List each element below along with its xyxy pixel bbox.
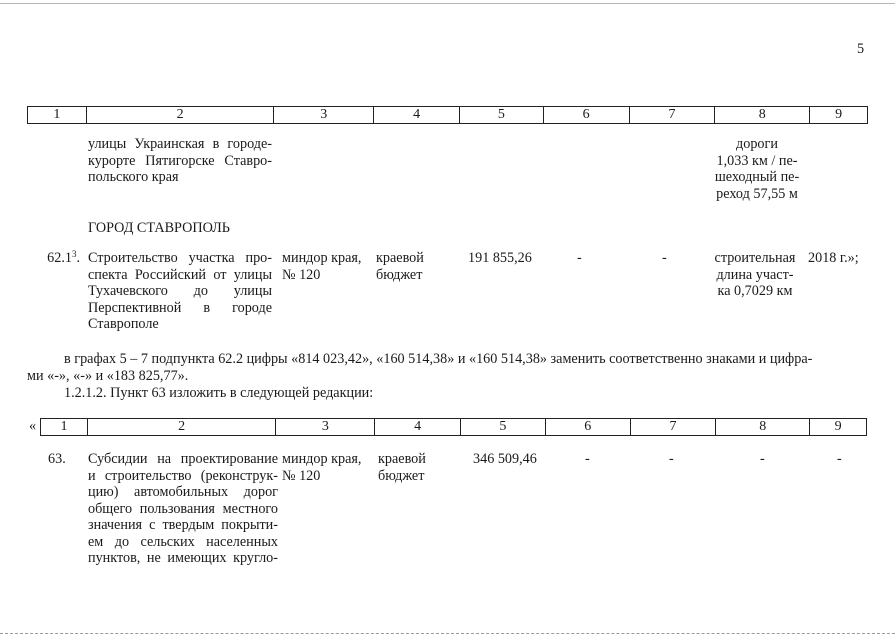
- column-header-8: 8: [716, 419, 810, 435]
- column-header-5: 5: [460, 107, 544, 123]
- row-63-amount: 346 509,46: [473, 451, 537, 467]
- column-header-2: 2: [87, 107, 275, 123]
- column-header-3: 3: [276, 419, 375, 435]
- continuation-col2: улицы Украинская в городе- курорте Пятигорске Ставро- польского края: [88, 136, 272, 185]
- row-number: 62.1$^3$.: [47, 249, 80, 266]
- section-heading: ГОРОД СТАВРОПОЛЬ: [88, 220, 230, 236]
- row-63-col9: -: [837, 451, 842, 467]
- column-header-6: 6: [546, 419, 631, 435]
- column-header-5: 5: [461, 419, 546, 435]
- row-63-funding: краевой бюджет: [378, 451, 426, 484]
- row-62-1-3-col7: -: [662, 250, 667, 266]
- opening-quote: «: [29, 418, 37, 434]
- row-62-1-3-col6: -: [577, 250, 582, 266]
- row-62-1-3-year: 2018 г.»;: [808, 250, 859, 266]
- column-header-7: 7: [630, 107, 716, 123]
- row-62-1-3-customer: миндор края, № 120: [282, 250, 362, 283]
- column-header-3: 3: [274, 107, 374, 123]
- page-number: 5: [857, 41, 865, 57]
- column-header-1: 1: [28, 107, 87, 123]
- column-header-4: 4: [375, 419, 461, 435]
- paragraph-amendment-line2: ми «-», «-» и «183 825,77».: [27, 368, 189, 384]
- row-63-col6: -: [585, 451, 590, 467]
- paragraph-amendment-line1: в графах 5 – 7 подпункта 62.2 цифры «814 023,42», «160 514,38» и «160 514,38» заменить соответственно знаками и цифра-: [64, 351, 813, 367]
- row-number: 63.: [48, 451, 66, 467]
- row-62-1-3-capacity: строительная длина участ- ка 0,7029 км: [714, 250, 796, 299]
- column-header-9: 9: [834, 419, 842, 434]
- column-header-7: 7: [631, 419, 717, 435]
- row-62-1-3-name: Строительство участка про- спекта Российский от улицы Тухачевского до улицы Перспективной в городе Ставрополе: [88, 250, 272, 332]
- column-header-4: 4: [374, 107, 460, 123]
- paragraph-point-63: 1.2.1.2. Пункт 63 изложить в следующей редакции:: [64, 385, 374, 401]
- table-header-row: [27, 106, 868, 124]
- row-63-col8: -: [760, 451, 765, 467]
- column-header-8: 8: [715, 107, 810, 123]
- column-header-1: 1: [41, 419, 88, 435]
- column-header-6: 6: [544, 107, 630, 123]
- page-bottom-edge: [0, 633, 895, 634]
- row-63-name: Субсидии на проектирование и строительство (реконструк- цию) автомобильных дорог общего пользования местного значения с твердым покрыти- ем до сельских населенных пунктов, не имеющих кругло-: [88, 451, 278, 566]
- row-63-col7: -: [669, 451, 674, 467]
- row-62-1-3-amount: 191 855,26: [468, 250, 532, 266]
- page-top-edge: [0, 3, 895, 4]
- column-header-9: 9: [835, 107, 843, 122]
- row-63-customer: миндор края, № 120: [282, 451, 362, 484]
- continuation-col8: дороги 1,033 км / пе- шеходный пе- реход 57,55 м: [714, 136, 800, 202]
- table-header-row: [40, 418, 867, 436]
- row-62-1-3-funding: краевой бюджет: [376, 250, 424, 283]
- column-header-2: 2: [88, 419, 277, 435]
